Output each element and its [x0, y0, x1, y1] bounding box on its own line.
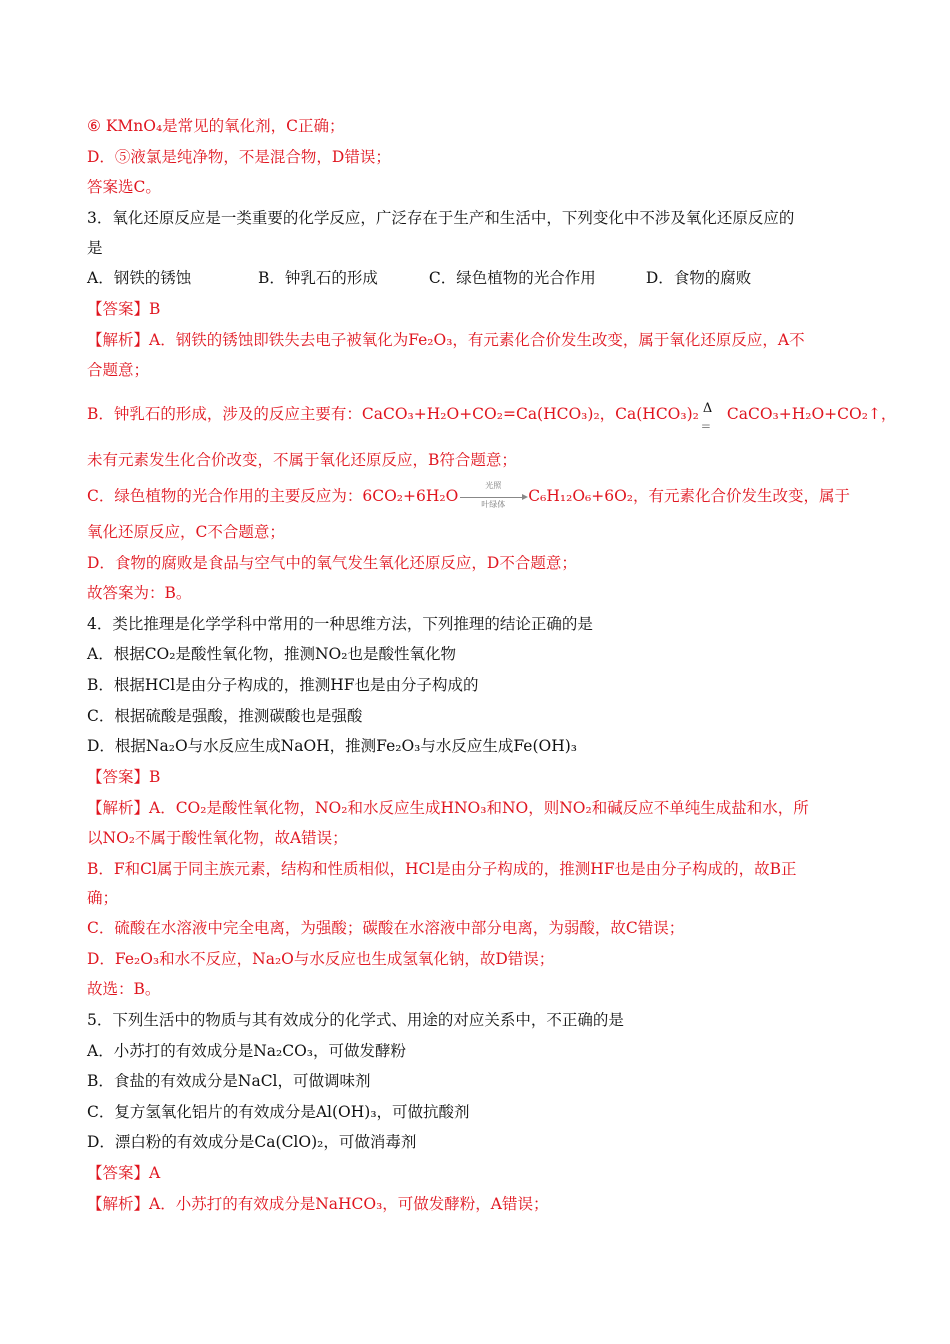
question-3-explanation: 故答案为：B。	[87, 584, 192, 602]
question-4-explanation: D．Fe₂O₃和水不反应，Na₂O与水反应也生成氢氧化钠，故D错误；	[87, 950, 555, 968]
question-4-explanation: 以NO₂不属于酸性氧化物，故A错误；	[87, 829, 348, 847]
question-5-answer: 【答案】A	[87, 1164, 161, 1182]
question-5-stem: 5．下列生活中的物质与其有效成分的化学式、用途的对应关系中，不正确的是	[87, 1011, 624, 1029]
question-3-explanation: 【解析】A．钢铁的锈蚀即铁失去电子被氧化为Fe₂O₃，有元素化合价发生改变，属于氧化还原反应，A不	[87, 331, 805, 349]
option-b: B．钟乳石的形成	[257, 269, 378, 287]
condition-light: 光照	[485, 481, 502, 490]
option-c: C．根据硫酸是强酸，推测碳酸也是强酸	[87, 707, 363, 725]
question-4-explanation: 【解析】A．CO₂是酸性氧化物，NO₂和水反应生成HNO₃和NO，则NO₂和碱反应不单纯生成盐和水，所	[87, 799, 809, 817]
option-d: D．食物的腐败	[645, 269, 752, 287]
question-4-explanation: 故选：B。	[87, 980, 161, 998]
option-a: A．小苏打的有效成分是Na₂CO₃，可做发酵粉	[87, 1042, 406, 1060]
question-3-options	[87, 268, 751, 288]
text-line: ⑥ KMnO₄是常见的氧化剂，C正确；	[87, 117, 345, 135]
equation-text: C₆H₁₂O₆+6O₂，有元素化合价发生改变，属于	[528, 487, 851, 505]
delta-symbol: Δ	[702, 401, 713, 416]
question-3-explanation: 合题意；	[87, 361, 150, 379]
condition-chloroplast: 叶绿体	[481, 500, 506, 509]
question-5-explanation: 【解析】A．小苏打的有效成分是NaHCO₃，可做发酵粉，A错误；	[87, 1195, 549, 1213]
question-3-explanation-eq	[87, 401, 897, 433]
question-3-explanation: 氧化还原反应，C不合题意；	[87, 523, 285, 541]
option-a: A．钢铁的锈蚀	[87, 269, 192, 287]
question-3-explanation: D．食物的腐败是食品与空气中的氧气发生氧化还原反应，D不合题意；	[87, 554, 577, 572]
question-4-explanation: 确；	[87, 889, 119, 907]
option-d: D．漂白粉的有效成分是Ca(ClO)₂，可做消毒剂	[87, 1133, 417, 1151]
question-4-answer: 【答案】B	[87, 768, 161, 786]
question-4-explanation: C．硫酸在水溶液中完全电离，为强酸；碳酸在水溶液中部分电离，为弱酸，故C错误；	[87, 919, 685, 937]
equation-text: C．绿色植物的光合作用的主要反应为：6CO₂+6H₂O	[87, 487, 459, 505]
option-c: C．复方氢氧化铝片的有效成分是Al(OH)₃，可做抗酸剂	[87, 1103, 470, 1121]
option-a: A．根据CO₂是酸性氧化物，推测NO₂也是酸性氧化物	[87, 645, 456, 663]
equals-sign: =	[700, 419, 711, 433]
question-3-explanation-eq	[87, 481, 851, 509]
question-3-explanation: 未有元素发生化合价改变，不属于氧化还原反应，B符合题意；	[87, 451, 517, 469]
text-line: 答案选C。	[87, 178, 161, 196]
question-3-stem: 3．氧化还原反应是一类重要的化学反应，广泛存在于生产和生活中，下列变化中不涉及氧化还原反应的	[87, 209, 795, 227]
question-3-stem-cont: 是	[87, 239, 103, 257]
text-line: D．⑤液氯是纯净物，不是混合物，D错误；	[87, 148, 391, 166]
option-c: C．绿色植物的光合作用	[428, 269, 596, 287]
question-3-answer: 【答案】B	[87, 300, 161, 318]
equation-text: CaCO₃+H₂O+CO₂↑，	[726, 405, 897, 423]
equation-text: B．钟乳石的形成，涉及的反应主要有：CaCO₃+H₂O+CO₂=Ca(HCO₃)₂，Ca(HCO₃)₂	[87, 405, 699, 423]
option-b: B．根据HCl是由分子构成的，推测HF也是由分子构成的	[87, 676, 479, 694]
reaction-arrow	[458, 481, 528, 509]
option-d: D．根据Na₂O与水反应生成NaOH，推测Fe₂O₃与水反应生成Fe(OH)₃	[87, 737, 578, 755]
question-4-explanation: B．F和Cl属于同主族元素，结构和性质相似，HCl是由分子构成的，推测HF也是由分子构成的，故B正	[87, 860, 797, 878]
question-4-stem: 4．类比推理是化学学科中常用的一种思维方法，下列推理的结论正确的是	[87, 615, 593, 633]
option-b: B．食盐的有效成分是NaCl，可做调味剂	[87, 1072, 371, 1090]
